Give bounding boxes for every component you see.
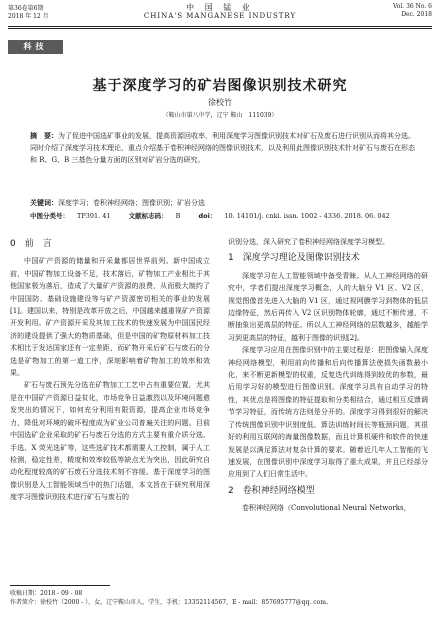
section-heading-1: 1 深度学习理论及图像识别技术 [228,253,360,264]
journal-name-cn: 中 国 锰 业 [186,3,254,12]
doi: 10. 14101/j. cnki. issn. 1002 - 4336. 2018. 06. 042 [224,212,390,220]
classification-line [30,211,420,220]
paragraph: 深度学习应用在图像识别中的主要过程是：把图像输入深度神经网络模型，利用前向传播和后向传播算法使损失函数最小化，来不断更新模型的权重，反复迭代训练得到较优的参数，最后用学习好的模型进行图像识别。深度学习具有自动学习的特性，其优点是将图像的特征提取和分类相结合，通过相互反馈调节学习特征，而传统方法则是分开的。深度学习得到很好的解决了传统图像识别中识别度低、算法训练时间长等瓶颈问题，其很好的利用互联网的海量图像数据，而且计算机硬件和软件的快速发展是以满足算法对复杂计算的要求。随着近几年人工智能的飞速发展，在图像识别中深度学习取得了重大成果，并且已经部分应用到了人们日常生活中。 [228,346,428,479]
right-column [228,236,428,515]
date-cn: 2018 年 12 月 [8,13,49,20]
author: 徐校竹 [208,98,232,107]
paragraph: 卷积神经网络（Convolutional Neural Networks， [242,504,411,513]
date-en: Dec. 2018 [401,11,432,18]
volume-issue-en: Vol. 36 No. 6 [392,3,432,10]
header-rule-thin [8,28,432,29]
abstract-label: 摘 要： [30,132,58,140]
doi-label: doi： [198,212,217,220]
volume-issue-cn: 第36卷第6期 [8,5,44,12]
header-rule [8,26,432,27]
doc-code: B [175,212,181,220]
section-heading-intro: 0 前 言 [10,239,52,249]
paragraph: 深度学习在人工智能领域中备受青睐。从人工神经网络的研究中，学者们提出深度学习概念，人的大脑分 V1 区、V2 区，视觉图像首先进入大脑的 V1 区，通过视网膜学习到物体的低层边缘特征，然后再传入 V2 区识别物体轮廓，通过不断传递，不断抽象出更高层的特征。所以人工神经网络的层数越多，越能学习到更高层的特征，越利于图像的识别[2]。 [228,271,428,342]
abstract-text: 为了促进中国选矿事业的发展，提高资源回收率，利用深度学习图像识别技术对矿石及废石进行识别从而将其分选。同时介绍了深度学习技术理论，重点介绍基于卷积神经网络的图像识别技术，以及利用此图像识别技术针对矿石与废石在形态和 R、G、B 三基色分量方面的区别对矿岩分选的研究。 [30,132,415,164]
keywords-label: 关键词： [30,199,58,207]
footnote-rule [10,585,110,586]
paragraph-continued: 识别分选，深入研究了卷积神经网络深度学习模型。 [228,238,389,246]
clc-number: TP391. 41 [77,212,111,220]
received-date: 收稿日期：2018 - 09 - 08 [10,590,83,597]
clc-label: 中图分类号： [30,212,69,220]
abstract [30,130,415,166]
paragraph: 矿石与废石预先分选在矿物加工工艺中占有重要位置，尤其是在中国矿产资源日益贫化，市场竞争日益激烈以及环境问题愈发突出的情况下，如何充分利用有限资源，提高企业市场竞争力，降低对环境的破坏程度成为矿业公司普遍关注的问题。目前中国选矿企业采取的矿石与废石分选的方式主要有重介质分选、手选、X 荧光选矿等，这些选矿技术都需要人工控制，属于人工检测，稳定性差，精度和效率较低等缺点尤为突出，因此研究自动化程度较高的矿石废石分选技术刻不容缓。基于深度学习的图像识别是人工智能领域当中的热门话题，本文旨在于研究利用深度学习图像识别技术进行矿石与废石的 [10,381,210,502]
footnote [10,589,390,607]
paragraph: 中国矿产资源的储量和开采量都居世界前列。新中国成立前，中国矿物加工设备不足，技术落后，矿物加工产业相比于其他国家极为落后，造成了大量矿产资源的浪费，从而极大制约了中国国防、基础设施建设等与矿产资源密切相关的事业的发展[1]。建国以来，特别是改革开放之后，中国越来越重视矿产资源开发利用。矿产资源开采及其加工技术的快速发展为中国国民经济的建设提供了强大的物质基础，但是中国的矿物原材料加工技术相比于发达国家还有一定差距，而矿物开采后矿石与废石的分选是矿物加工的第一道工序，深刻影响着矿物加工的效率和效果。 [10,257,210,378]
doc-code-label: 文献标志码： [128,212,168,220]
keywords [30,198,420,208]
section-tag: 科技 [8,40,63,54]
left-column [10,236,210,504]
running-header [0,0,440,26]
journal-name-en: CHINA'S MANGANESE INDUSTRY [143,12,297,20]
paper-title: 基于深度学习的矿岩图像识别技术研究 [92,78,348,94]
affiliation: （鞍山市第八中学，辽宁 鞍山 111039） [162,112,278,119]
section-heading-2: 2 卷积神经网络模型 [228,485,315,496]
author-bio: 作者简介：徐校竹（2000 - ），女，辽宁鞍山市人，学生，手机：13352114567，E - mail：857695777@qq. com。 [10,599,332,606]
keywords-text: 深度学习；卷积神经网络；图像识别；矿岩分选 [58,199,205,207]
